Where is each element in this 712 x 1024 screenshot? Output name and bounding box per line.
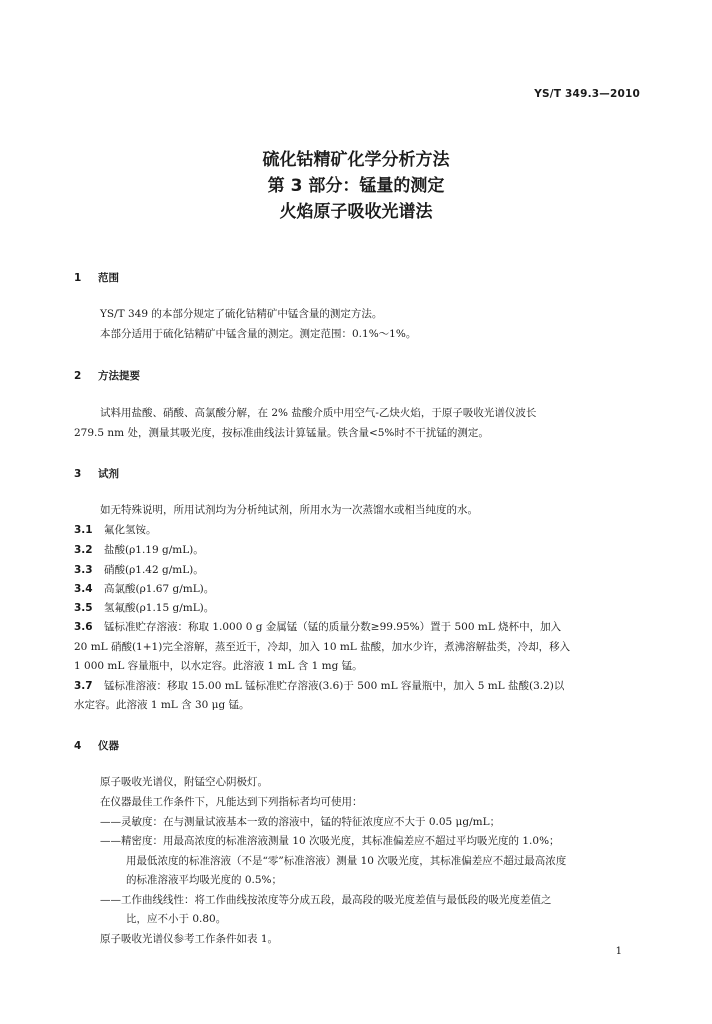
section-title: 仪器 xyxy=(98,740,119,752)
item-number: 3.4 xyxy=(74,583,93,595)
section-number: 3 xyxy=(74,468,82,480)
item-text: 氢氟酸(ρ1.15 g/mL)。 xyxy=(104,602,215,614)
paragraph: 如无特殊说明，所用试剂均为分析纯试剂，所用水为一次蒸馏水或相当纯度的水。 xyxy=(100,504,478,516)
item-number: 3.6 xyxy=(74,621,93,633)
section-4-heading xyxy=(74,739,119,753)
title-line-3: 火焰原子吸收光谱法 xyxy=(279,202,433,222)
section-title: 试剂 xyxy=(98,468,119,480)
paragraph: 原子吸收光谱仪参考工作条件如表 1。 xyxy=(100,933,279,945)
dash-item-continued: 用最低浓度的标准溶液（不是“零”标准溶液）测量 10 次吸光度，其标准偏差应不超过最高浓度 xyxy=(126,855,567,867)
reagent-item xyxy=(74,679,564,693)
reagent-item xyxy=(74,582,214,596)
paragraph: 在仪器最佳工作条件下，凡能达到下列指标者均可使用： xyxy=(100,796,363,808)
paragraph: YS/T 349 的本部分规定了硫化钴精矿中锰含量的测定方法。 xyxy=(100,308,383,320)
paragraph: 本部分适用于硫化钴精矿中锰含量的测定。测定范围：0.1%～1%。 xyxy=(100,328,417,340)
reagent-item xyxy=(74,523,157,537)
item-continued: 1 000 mL 容量瓶中，以水定容。此溶液 1 mL 含 1 mg 锰。 xyxy=(74,660,363,672)
section-1-heading xyxy=(74,271,119,285)
item-text: 盐酸(ρ1.19 g/mL)。 xyxy=(104,544,204,556)
section-number: 2 xyxy=(74,370,82,382)
reagent-item xyxy=(74,601,214,615)
reagent-item xyxy=(74,543,204,557)
item-text: 高氯酸(ρ1.67 g/mL)。 xyxy=(104,583,215,595)
item-number: 3.3 xyxy=(74,564,93,576)
dash-item-continued: 比，应不小于 0.80。 xyxy=(126,913,227,925)
dash-item: ——精密度：用最高浓度的标准溶液测量 10 次吸光度，其标准偏差应不超过平均吸光度的 1.0%； xyxy=(100,835,560,847)
item-text: 氟化氢铵。 xyxy=(104,524,157,536)
item-text: 硝酸(ρ1.42 g/mL)。 xyxy=(104,564,204,576)
paragraph-continued: 279.5 nm 处，测量其吸光度，按标准曲线法计算锰量。铁含量<5%时不干扰锰的测定。 xyxy=(74,427,489,439)
item-number: 3.5 xyxy=(74,602,93,614)
dash-item: ——灵敏度：在与测量试液基本一致的溶液中，锰的特征浓度应不大于 0.05 μg/mL； xyxy=(100,816,501,828)
item-number: 3.2 xyxy=(74,544,93,556)
document-title xyxy=(0,148,712,226)
section-2-heading xyxy=(74,369,140,383)
page-number: 1 xyxy=(615,946,622,957)
dash-item-continued: 的标准溶液平均吸光度的 0.5%； xyxy=(126,874,283,886)
section-title: 方法提要 xyxy=(98,370,140,382)
paragraph: 试料用盐酸、硝酸、高氯酸分解，在 2% 盐酸介质中用空气-乙炔火焰，于原子吸收光谱仪波长 xyxy=(100,407,537,419)
section-number: 4 xyxy=(74,740,82,752)
reagent-item xyxy=(74,563,204,577)
section-number: 1 xyxy=(74,272,82,284)
item-number: 3.7 xyxy=(74,680,93,692)
dash-item: ——工作曲线线性：将工作曲线按浓度等分成五段，最高段的吸光度差值与最低段的吸光度差值之 xyxy=(100,894,552,906)
title-line-2: 第 3 部分：锰量的测定 xyxy=(267,176,445,196)
item-continued: 20 mL 硝酸(1+1)完全溶解，蒸至近干，冷却，加入 10 mL 盐酸，加水少许，煮沸溶解盐类，冷却，移入 xyxy=(74,641,571,653)
item-text: 锰标准贮存溶液：称取 1.000 0 g 金属锰（锰的质量分数≥99.95%）置于 500 mL 烧杯中，加入 xyxy=(104,621,562,633)
reagent-item xyxy=(74,620,561,634)
item-continued: 水定容。此溶液 1 mL 含 30 μg 锰。 xyxy=(74,699,250,711)
item-text: 锰标准溶液：移取 15.00 mL 锰标准贮存溶液(3.6)于 500 mL 容量瓶中，加入 5 mL 盐酸(3.2)以 xyxy=(104,680,565,692)
item-number: 3.1 xyxy=(74,524,93,536)
standard-number: YS/T 349.3—2010 xyxy=(534,88,640,100)
paragraph: 原子吸收光谱仪，附锰空心阴极灯。 xyxy=(100,776,268,788)
section-title: 范围 xyxy=(98,272,119,284)
section-3-heading xyxy=(74,467,119,481)
title-line-1: 硫化钴精矿化学分析方法 xyxy=(262,150,450,170)
